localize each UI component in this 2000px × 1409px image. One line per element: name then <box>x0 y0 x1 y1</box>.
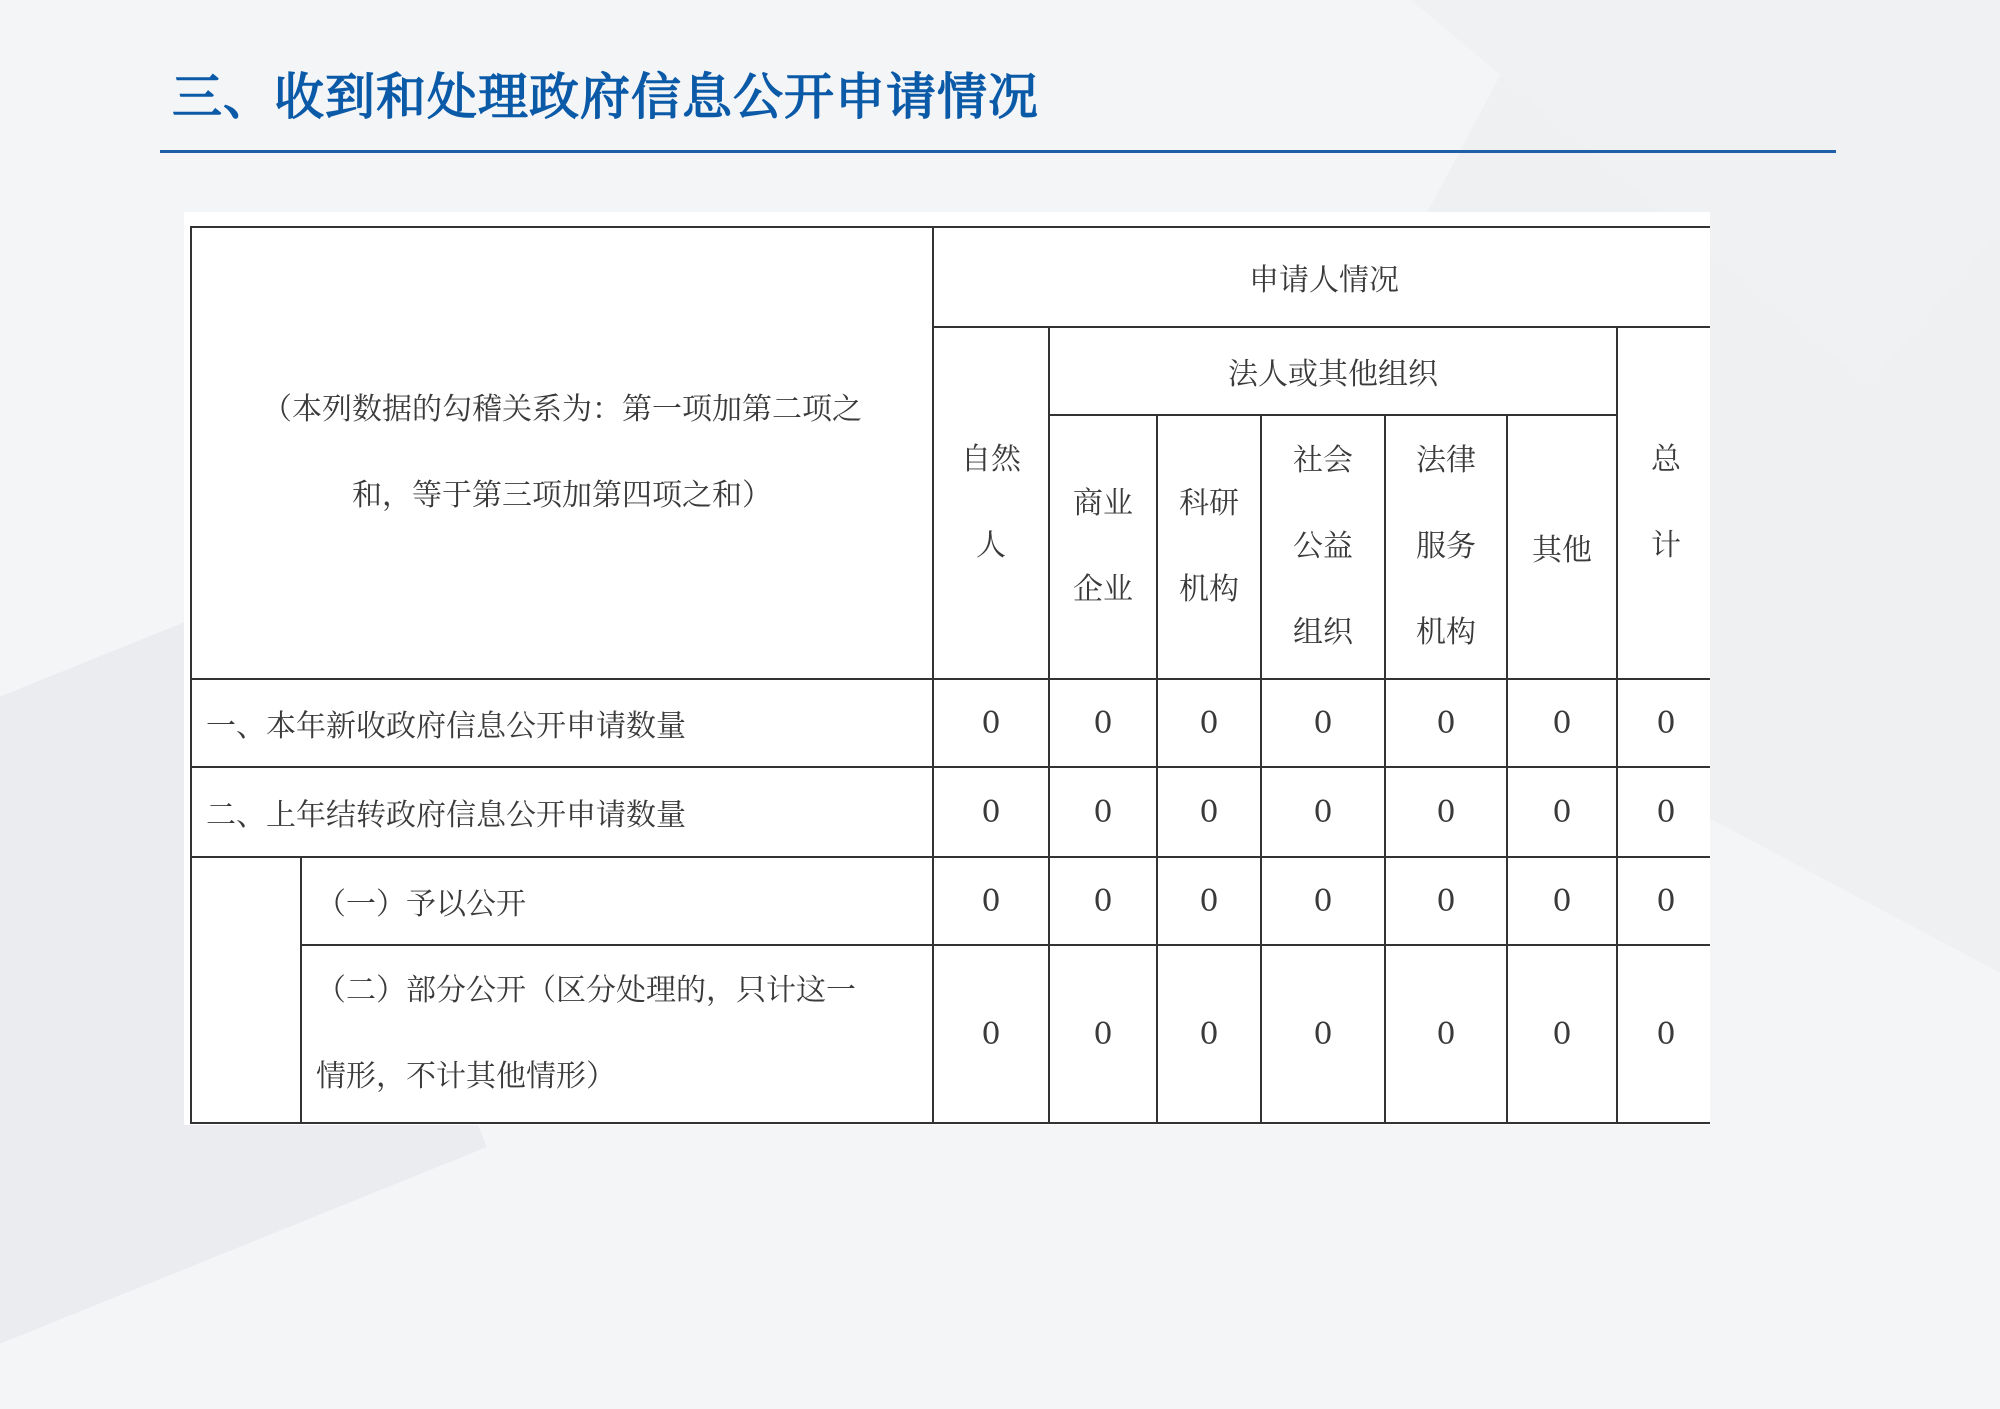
col-commercial-line1: 商业 <box>1073 486 1133 521</box>
col-natural-person-line2: 人 <box>976 528 1006 563</box>
col-total-line2: 计 <box>1651 528 1682 563</box>
table-row <box>191 767 1710 857</box>
row-label: （一）予以公开 <box>301 857 933 945</box>
cell-value: 0 <box>1261 945 1385 1123</box>
row-label-line2: 情形，不计其他情形） <box>316 1059 616 1094</box>
col-natural-person <box>933 327 1049 679</box>
row-header-note-line2: 和，等于第三项加第四项之和） <box>352 478 772 513</box>
cell-value: 0 <box>1049 767 1157 857</box>
row-label-line1: （二）部分公开（区分处理的，只计这一 <box>316 973 856 1008</box>
col-public-welfare-line1: 社会 <box>1293 443 1353 478</box>
cell-value: 0 <box>1157 857 1261 945</box>
cell-value: 0 <box>1385 679 1507 767</box>
cell-value: 0 <box>933 679 1049 767</box>
cell-value: 0 <box>1385 857 1507 945</box>
cell-value: 0 <box>1507 945 1617 1123</box>
cell-value: 0 <box>1261 767 1385 857</box>
cell-value: 0 <box>1617 945 1710 1123</box>
cell-value: 0 <box>1385 767 1507 857</box>
table-row <box>191 679 1710 767</box>
row-header-note <box>191 227 933 679</box>
cell-value: 0 <box>1507 857 1617 945</box>
cell-value: 0 <box>1049 857 1157 945</box>
row-header-note-line1: （本列数据的勾稽关系为：第一项加第二项之 <box>262 392 862 427</box>
col-public-welfare-line2: 公益 <box>1293 529 1353 564</box>
cell-value: 0 <box>933 767 1049 857</box>
applicant-group-header: 申请人情况 <box>933 227 1710 327</box>
row-label <box>301 945 933 1123</box>
col-commercial-enterprise <box>1049 415 1157 679</box>
col-other: 其他 <box>1507 415 1617 679</box>
col-total <box>1617 327 1710 679</box>
cell-value: 0 <box>1157 679 1261 767</box>
col-total-line1: 总 <box>1651 442 1682 477</box>
cell-value: 0 <box>1617 679 1710 767</box>
col-natural-person-line1: 自然 <box>961 442 1021 477</box>
col-research-institution <box>1157 415 1261 679</box>
cell-value: 0 <box>1385 945 1507 1123</box>
application-statistics-table <box>190 226 1710 1124</box>
cell-value: 0 <box>1261 679 1385 767</box>
cell-value: 0 <box>933 857 1049 945</box>
row-label: 二、上年结转政府信息公开申请数量 <box>191 767 933 857</box>
table-row <box>191 945 1710 1123</box>
row-group-spacer <box>191 857 301 1123</box>
title-divider <box>160 150 1836 153</box>
col-commercial-line2: 企业 <box>1073 572 1133 607</box>
cell-value: 0 <box>1617 767 1710 857</box>
col-legal-service-line3: 机构 <box>1416 615 1476 650</box>
page-title: 三、收到和处理政府信息公开申请情况 <box>172 68 1039 126</box>
cell-value: 0 <box>1261 857 1385 945</box>
table-row <box>191 857 1710 945</box>
legal-entity-subgroup-header: 法人或其他组织 <box>1049 327 1617 415</box>
document-sheet <box>184 212 1710 1125</box>
cell-value: 0 <box>1049 679 1157 767</box>
cell-value: 0 <box>933 945 1049 1123</box>
col-research-line2: 机构 <box>1179 572 1239 607</box>
col-public-welfare-line3: 组织 <box>1293 615 1353 650</box>
cell-value: 0 <box>1617 857 1710 945</box>
col-public-welfare-org <box>1261 415 1385 679</box>
cell-value: 0 <box>1157 767 1261 857</box>
row-label: 一、本年新收政府信息公开申请数量 <box>191 679 933 767</box>
cell-value: 0 <box>1507 767 1617 857</box>
col-legal-service-line2: 服务 <box>1416 529 1476 564</box>
col-research-line1: 科研 <box>1179 486 1239 521</box>
col-legal-service-org <box>1385 415 1507 679</box>
cell-value: 0 <box>1049 945 1157 1123</box>
cell-value: 0 <box>1507 679 1617 767</box>
cell-value: 0 <box>1157 945 1261 1123</box>
col-legal-service-line1: 法律 <box>1416 443 1476 478</box>
